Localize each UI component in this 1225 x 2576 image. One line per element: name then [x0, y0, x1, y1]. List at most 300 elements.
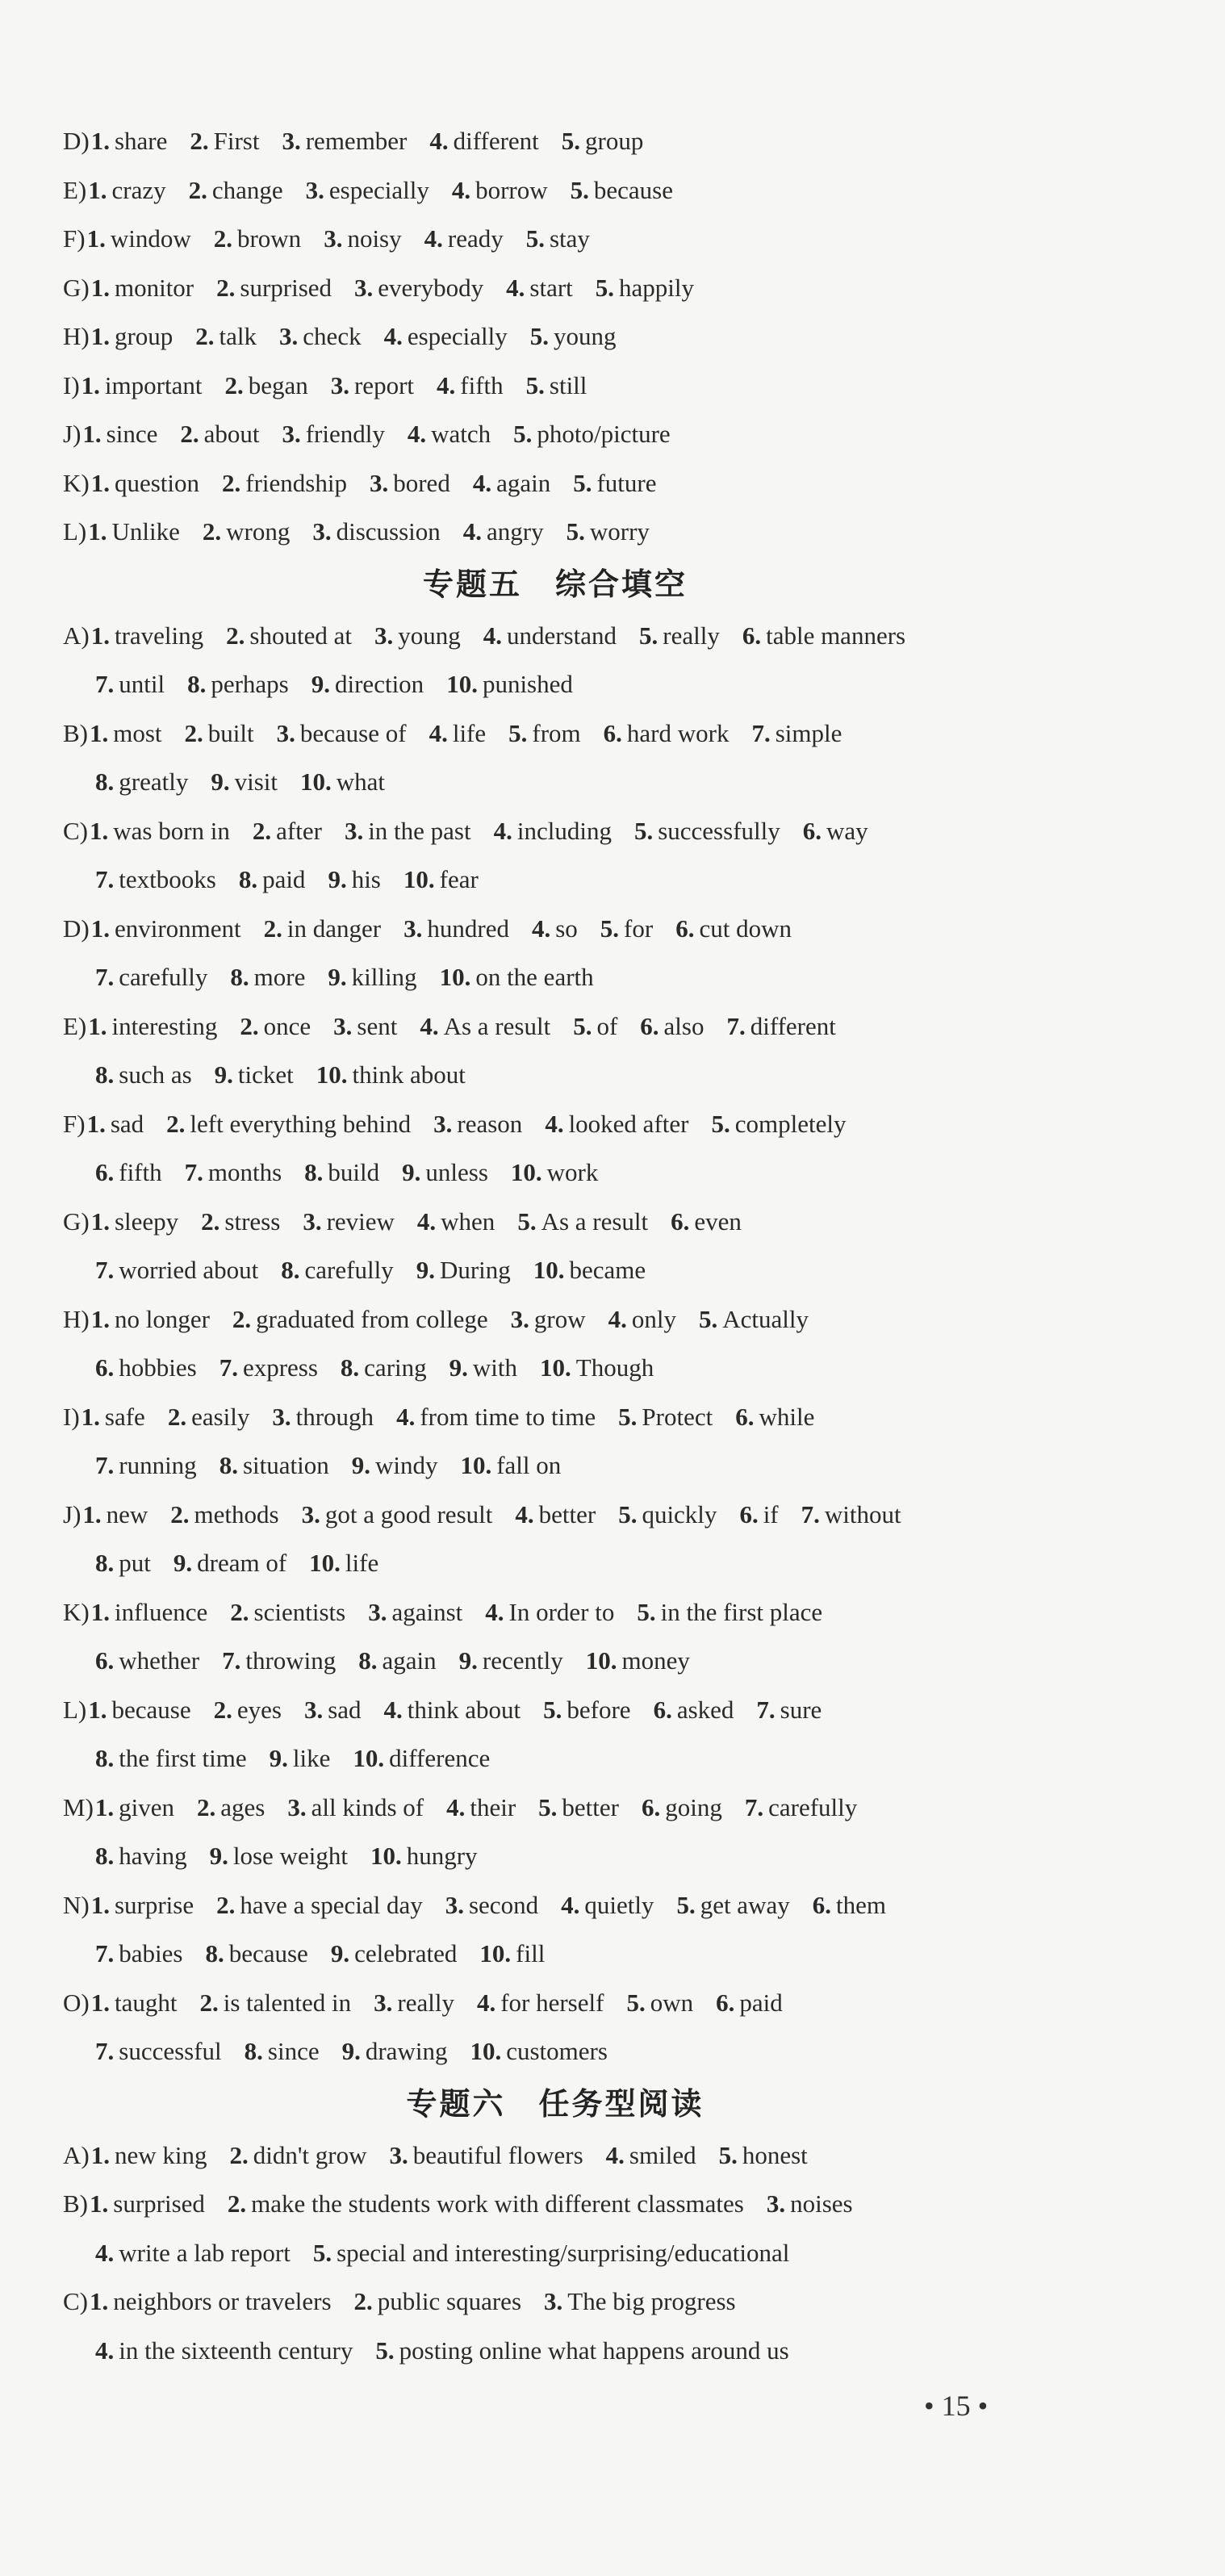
answer-text: ticket	[237, 1060, 294, 1089]
answer-number: 3.	[433, 1109, 453, 1138]
answer-number: 1.	[88, 1011, 107, 1040]
answer-number: 4.	[561, 1890, 580, 1919]
answer-text: safe	[104, 1402, 145, 1431]
answer-number: 3.	[766, 2189, 786, 2218]
answer-line	[63, 508, 1112, 557]
answer-number: 10.	[316, 1060, 348, 1089]
answer-text: brown	[236, 224, 302, 253]
answer-text: Protect	[642, 1402, 713, 1431]
answer-line	[63, 905, 1112, 954]
answer-text: got a good result	[324, 1499, 493, 1528]
answer-text: wrong	[226, 517, 291, 546]
answer-text: smiled	[629, 2140, 696, 2169]
answer-number: 7.	[95, 2037, 115, 2065]
answer-text: built	[207, 718, 254, 747]
answer-number: 4.	[476, 1988, 496, 2017]
answer-number: 1.	[90, 1304, 110, 1333]
answer-text: ages	[220, 1792, 265, 1821]
answer-number: 3.	[330, 370, 349, 399]
group-label: A)	[63, 2140, 90, 2169]
group-label: H)	[63, 1304, 90, 1333]
answer-number: 6.	[640, 1011, 659, 1040]
answer-number: 3.	[510, 1304, 529, 1333]
answer-number: 2.	[229, 2140, 249, 2169]
answer-number: 8.	[95, 1549, 115, 1577]
answer-number: 2.	[202, 517, 222, 546]
answer-number: 1.	[82, 420, 102, 448]
answer-text: The big progress	[567, 2287, 736, 2315]
answer-number: 7.	[95, 1451, 115, 1479]
group-label: C)	[63, 2287, 88, 2315]
answer-number: 2.	[222, 468, 241, 497]
answer-text: noisy	[347, 224, 402, 253]
answer-number: 10.	[460, 1451, 492, 1479]
answer-text: stress	[224, 1206, 281, 1236]
answer-line	[63, 410, 1112, 459]
answer-text: months	[207, 1158, 282, 1186]
answer-text: especially	[328, 175, 429, 204]
group-label: K)	[63, 1597, 90, 1626]
answer-number: 2.	[213, 224, 232, 253]
answer-line	[63, 1539, 1112, 1588]
answer-text: sad	[110, 1109, 144, 1138]
answer-text: honest	[742, 2140, 808, 2169]
answer-text: group	[114, 322, 174, 350]
answer-number: 7.	[184, 1158, 203, 1186]
answer-number: 3.	[324, 224, 343, 253]
answer-text: important	[104, 370, 203, 399]
answer-line	[63, 362, 1112, 411]
answer-number: 9.	[214, 1060, 233, 1089]
answer-number: 9.	[211, 767, 230, 796]
answer-number: 6.	[735, 1402, 755, 1431]
answer-number: 3.	[301, 1499, 320, 1528]
answer-number: 5.	[626, 1988, 646, 2017]
answer-text: caring	[364, 1353, 427, 1382]
answer-number: 3.	[276, 718, 295, 747]
answer-text: fall on	[496, 1451, 562, 1479]
answer-text: everybody	[378, 273, 484, 302]
answer-number: 8.	[219, 1451, 238, 1479]
answer-text: for	[624, 914, 654, 943]
answer-text: window	[110, 224, 191, 253]
answer-text: discussion	[336, 517, 441, 546]
answer-number: 10.	[353, 1744, 385, 1772]
answer-number: 4.	[424, 224, 443, 253]
answer-number: 10.	[309, 1549, 341, 1577]
group-label: L)	[63, 517, 87, 546]
group-label: M)	[63, 1792, 94, 1821]
answer-number: 2.	[263, 914, 282, 943]
answer-number: 5.	[699, 1304, 718, 1333]
answer-line	[63, 953, 1112, 1002]
answer-number: 5.	[570, 175, 589, 204]
answer-line	[63, 2277, 1112, 2327]
group-label: C)	[63, 816, 88, 845]
answer-text: given	[119, 1792, 175, 1821]
answer-number: 1.	[86, 224, 106, 253]
answer-number: 4.	[437, 370, 456, 399]
answer-number: 4.	[95, 2238, 115, 2267]
answer-number: 5.	[513, 420, 533, 448]
answer-text: check	[303, 322, 362, 350]
answer-text: First	[213, 127, 260, 155]
group-label: J)	[63, 1499, 82, 1528]
answer-line	[63, 1881, 1112, 1930]
answer-text: so	[555, 914, 578, 943]
answer-number: 9.	[173, 1549, 193, 1577]
answer-number: 4.	[429, 718, 448, 747]
answer-text: like	[292, 1744, 331, 1772]
answer-number: 1.	[90, 2140, 110, 2169]
answer-number: 4.	[472, 468, 492, 497]
answer-number: 10.	[585, 1646, 617, 1675]
answer-number: 1.	[90, 1206, 110, 1236]
answer-number: 2.	[199, 1988, 219, 2017]
answer-text: During	[439, 1256, 511, 1284]
answer-text: make the students work with different classmates	[251, 2189, 744, 2218]
answer-text: once	[263, 1011, 311, 1040]
answer-text: drawing	[365, 2037, 448, 2065]
answer-number: 2.	[197, 1792, 216, 1821]
answer-number: 5.	[637, 1597, 656, 1626]
answer-text: reason	[457, 1109, 523, 1138]
answer-line	[63, 1148, 1112, 1198]
answer-text: crazy	[111, 175, 166, 204]
answer-text: hobbies	[119, 1353, 197, 1382]
answer-number: 1.	[82, 1499, 102, 1528]
answer-number: 1.	[94, 1792, 115, 1821]
answer-text: neighbors or travelers	[113, 2287, 332, 2315]
answer-text: looked after	[568, 1109, 689, 1138]
answer-text: special and interesting/surprising/educational	[337, 2238, 790, 2267]
answer-number: 8.	[238, 865, 258, 893]
answer-text: carefully	[304, 1256, 394, 1284]
answer-text: young	[398, 621, 461, 650]
answer-text: think about	[407, 1695, 521, 1724]
answer-number: 7.	[756, 1695, 776, 1724]
answer-text: lose weight	[232, 1842, 348, 1870]
answer-text: unless	[425, 1158, 488, 1186]
answer-text: As a result	[541, 1206, 649, 1236]
answer-line	[63, 1246, 1112, 1295]
answer-text: taught	[114, 1988, 178, 2017]
answer-text: friendship	[245, 468, 347, 497]
answer-number: 4.	[462, 517, 483, 546]
answer-number: 6.	[95, 1158, 115, 1186]
answer-text: situation	[242, 1451, 329, 1479]
answer-number: 10.	[370, 1842, 402, 1870]
answer-line	[63, 1002, 1112, 1052]
answer-text: for herself	[500, 1988, 604, 2017]
answer-number: 3.	[374, 621, 394, 650]
answer-number: 10.	[446, 670, 478, 698]
answer-text: visit	[234, 767, 278, 796]
answer-line	[63, 1393, 1112, 1442]
answer-line	[63, 1491, 1112, 1540]
answer-text: way	[826, 816, 868, 845]
answer-text: was born in	[113, 816, 230, 845]
answer-text: in the sixteenth century	[119, 2336, 353, 2365]
answer-text: ready	[447, 224, 504, 253]
answer-text: difference	[389, 1744, 491, 1772]
answer-text: became	[569, 1256, 646, 1284]
answer-text: new king	[114, 2140, 207, 2169]
answer-text: angry	[487, 517, 544, 546]
answer-number: 4.	[429, 127, 449, 155]
answer-number: 1.	[90, 621, 110, 650]
answer-text: easily	[191, 1402, 250, 1431]
answer-number: 3.	[282, 127, 301, 155]
answer-number: 7.	[801, 1499, 820, 1528]
answer-number: 7.	[95, 963, 115, 991]
answer-text: eyes	[236, 1695, 282, 1724]
answer-number: 9.	[330, 1939, 350, 1968]
answer-text: fear	[439, 865, 479, 893]
answer-text: still	[549, 370, 587, 399]
answer-number: 4.	[420, 1011, 439, 1040]
answer-text: running	[119, 1451, 197, 1479]
answer-number: 9.	[416, 1256, 435, 1284]
group-label: D)	[63, 127, 90, 155]
answer-number: 7.	[219, 1353, 238, 1382]
answer-number: 2.	[226, 621, 245, 650]
answer-number: 3.	[344, 816, 364, 845]
answer-text: while	[759, 1402, 815, 1431]
answer-number: 2.	[216, 1890, 236, 1919]
answer-number: 5.	[639, 621, 658, 650]
answer-text: paid	[262, 865, 306, 893]
answer-number: 6.	[671, 1206, 690, 1236]
answer-number: 7.	[95, 670, 115, 698]
page-number: • 15 •	[924, 2390, 989, 2422]
answer-text: because of	[299, 718, 407, 747]
answer-number: 3.	[312, 517, 332, 546]
answer-number: 1.	[90, 1597, 110, 1626]
answer-text: after	[276, 816, 322, 845]
answer-text: monitor	[114, 273, 194, 302]
answer-line	[63, 1784, 1112, 1833]
group-label: I)	[63, 370, 80, 399]
answer-line	[63, 2131, 1112, 2181]
answer-number: 6.	[742, 621, 762, 650]
answer-number: 7.	[95, 1939, 115, 1968]
group-label: J)	[63, 420, 82, 448]
answer-text: really	[397, 1988, 454, 2017]
answer-number: 6.	[95, 1646, 115, 1675]
answer-number: 6.	[716, 1988, 735, 2017]
answer-number: 8.	[244, 2037, 263, 2065]
answer-number: 2.	[213, 1695, 232, 1724]
answer-text: celebrated	[354, 1939, 458, 1968]
answer-text: windy	[374, 1451, 438, 1479]
answer-text: noises	[790, 2189, 853, 2218]
answer-text: better	[562, 1792, 619, 1821]
answer-number: 5.	[517, 1206, 537, 1236]
answer-line	[63, 758, 1112, 807]
answer-text: life	[345, 1549, 379, 1577]
answer-text: sent	[357, 1011, 398, 1040]
answer-number: 10.	[540, 1353, 571, 1382]
answer-text: before	[567, 1695, 631, 1724]
answer-number: 10.	[439, 963, 471, 991]
answer-number: 4.	[396, 1402, 416, 1431]
answer-text: if	[763, 1499, 779, 1528]
group-label: G)	[63, 1206, 90, 1236]
answer-text: cut down	[699, 914, 792, 943]
answer-text: in the past	[368, 816, 471, 845]
answer-number: 2.	[232, 1304, 252, 1333]
answer-text: hard work	[626, 718, 730, 747]
answer-number: 1.	[90, 816, 109, 845]
answer-text: perhaps	[211, 670, 289, 698]
answer-text: sad	[328, 1695, 362, 1724]
answer-text: on the earth	[475, 963, 594, 991]
group-label: D)	[63, 914, 90, 943]
answer-number: 4.	[95, 2336, 115, 2365]
answer-text: about	[203, 420, 260, 448]
answer-text: start	[529, 273, 573, 302]
answer-number: 4.	[483, 621, 502, 650]
answer-number: 1.	[90, 1890, 110, 1919]
answer-number: 5.	[573, 1011, 592, 1040]
answer-text: report	[353, 370, 415, 399]
answer-number: 3.	[303, 1206, 322, 1236]
answer-number: 4.	[451, 175, 471, 204]
answer-text: hungry	[406, 1842, 478, 1870]
answer-text: talk	[219, 322, 257, 350]
answer-text: asked	[676, 1695, 734, 1724]
answer-number: 3.	[303, 1695, 324, 1724]
answer-text: greatly	[119, 767, 189, 796]
group-label: H)	[63, 322, 90, 350]
answer-text: think about	[352, 1060, 466, 1089]
answer-text: paid	[739, 1988, 783, 2017]
answer-number: 7.	[726, 1011, 746, 1040]
answer-number: 10.	[533, 1256, 565, 1284]
answer-text: express	[242, 1353, 318, 1382]
answer-text: including	[516, 816, 612, 845]
answer-number: 2.	[167, 1402, 187, 1431]
group-label: E)	[63, 1011, 87, 1040]
answer-text: Unlike	[111, 517, 180, 546]
answer-text: review	[326, 1206, 395, 1236]
answer-text: most	[113, 718, 162, 747]
answer-text: life	[452, 718, 487, 747]
answer-number: 8.	[358, 1646, 378, 1675]
answer-text: surprise	[114, 1890, 194, 1919]
answer-line	[63, 1637, 1112, 1686]
answer-text: in the first place	[660, 1597, 823, 1626]
answer-number: 2.	[166, 1109, 186, 1138]
answer-number: 2.	[227, 2189, 247, 2218]
section-heading: 专题六 任务型阅读	[406, 2085, 704, 2122]
group-label: E)	[63, 175, 87, 204]
answer-line	[63, 1441, 1112, 1491]
answer-number: 7.	[222, 1646, 241, 1675]
answer-text: his	[351, 865, 381, 893]
answer-number: 1.	[88, 175, 107, 204]
answer-number: 2.	[240, 1011, 259, 1040]
answer-number: 1.	[90, 718, 109, 747]
answer-text: Though	[575, 1353, 654, 1382]
answer-text: Actually	[722, 1304, 809, 1333]
answer-number: 9.	[341, 2037, 361, 2065]
answer-line	[63, 166, 1112, 215]
answer-text: when	[441, 1206, 495, 1236]
answer-text: because	[593, 175, 674, 204]
answer-text: watch	[431, 420, 491, 448]
group-label: O)	[63, 1988, 90, 2017]
answer-text: money	[621, 1646, 690, 1675]
answer-text: even	[694, 1206, 742, 1236]
answer-text: customers	[506, 2037, 608, 2065]
answer-text: public squares	[377, 2287, 522, 2315]
answer-text: borrow	[475, 175, 548, 204]
answer-text: more	[253, 963, 306, 991]
answer-number: 7.	[95, 1256, 115, 1284]
answer-number: 5.	[529, 322, 550, 350]
answer-number: 3.	[368, 1597, 387, 1626]
answer-number: 2.	[190, 127, 209, 155]
answer-text: worry	[589, 517, 650, 546]
answer-line	[63, 2180, 1112, 2229]
answer-text: understand	[506, 621, 617, 650]
answer-line	[63, 612, 1112, 661]
answer-text: going	[665, 1792, 722, 1821]
answer-number: 3.	[333, 1011, 353, 1040]
answer-text: left everything behind	[190, 1109, 412, 1138]
answer-number: 2.	[201, 1206, 220, 1236]
answer-line	[63, 1198, 1112, 1247]
answer-number: 10.	[403, 865, 435, 893]
answer-text: shouted at	[249, 621, 352, 650]
answer-number: 2.	[353, 2287, 373, 2315]
answer-text: such as	[119, 1060, 192, 1089]
answer-number: 5.	[573, 468, 592, 497]
answer-text: of	[596, 1011, 618, 1040]
answer-number: 5.	[543, 1695, 562, 1724]
answer-text: graduated from college	[256, 1304, 488, 1333]
answer-text: in danger	[286, 914, 382, 943]
answer-number: 9.	[351, 1451, 370, 1479]
answer-number: 1.	[90, 127, 110, 155]
answer-number: 8.	[95, 1842, 115, 1870]
answer-text: write a lab report	[119, 2238, 291, 2267]
answer-number: 5.	[711, 1109, 730, 1138]
answer-number: 1.	[90, 914, 110, 943]
answer-number: 4.	[545, 1109, 564, 1138]
answer-number: 8.	[230, 963, 249, 991]
answer-number: 8.	[205, 1939, 224, 1968]
answer-text: is talented in	[223, 1988, 352, 2017]
answer-text: since	[106, 420, 158, 448]
answer-text: what	[336, 767, 385, 796]
answer-text: quietly	[584, 1890, 654, 1919]
answer-text: because	[228, 1939, 308, 1968]
answer-line	[63, 215, 1112, 264]
answer-number: 3.	[544, 2287, 563, 2315]
answer-number: 6.	[642, 1792, 661, 1821]
answer-text: until	[119, 670, 165, 698]
group-label: A)	[63, 621, 90, 650]
answer-text: work	[546, 1158, 599, 1186]
answer-number: 9.	[209, 1842, 228, 1870]
answer-text: only	[631, 1304, 676, 1333]
answer-number: 1.	[81, 1402, 100, 1431]
group-label: L)	[63, 1695, 87, 1724]
answer-text: traveling	[114, 621, 204, 650]
